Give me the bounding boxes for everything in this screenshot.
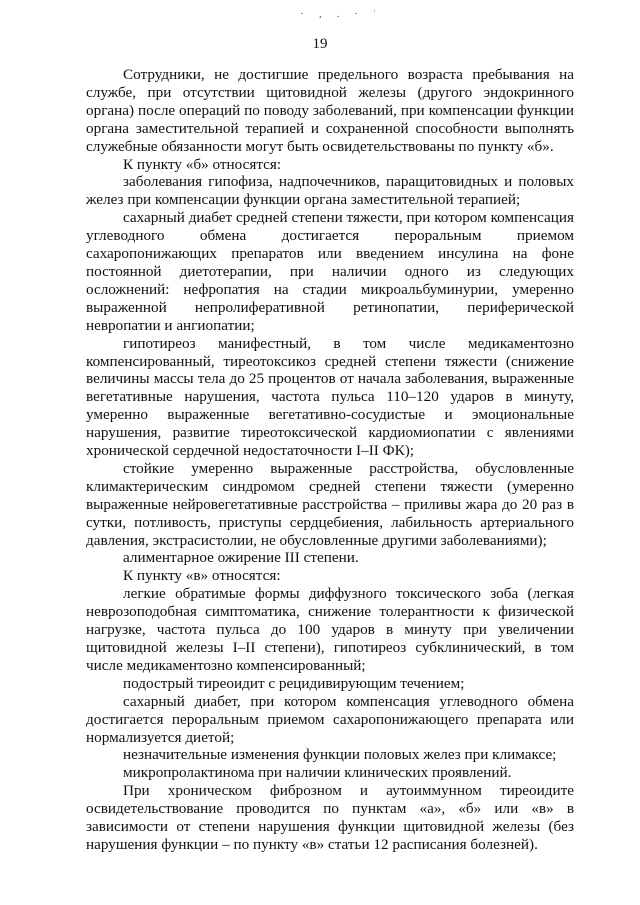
page-number: 19 <box>312 36 328 52</box>
paragraph: микропролактинома при наличии клинических проявлений. <box>123 764 512 782</box>
paragraph: легкие обратимые формы диффузного токсического зоба (легкая неврозоподобная симптоматика, снижение толерантности к физической нагрузке, частота пульса до 100 ударов в минуту при увеличении щитовидной железы I–II степени), гипотиреоз субклинический, в том числе медикаментозно компенсированный; <box>86 585 574 674</box>
paragraph: При хроническом фиброзном и аутоиммунном тиреоидите освидетельствование проводится по пунктам «а», «б» или «в» в зависимости от степени нарушения функции щитовидной железы (без нарушения функции – по пункту «в» статьи 12 расписания болезней). <box>86 782 574 853</box>
paragraph: сахарный диабет средней степени тяжести, при котором компенсация углеводного обмена достигается пероральным приемом сахаропонижающих препаратов или введением инсулина на фоне постоянной диетотерапии, при наличии одного из следующих осложнений: нефропатия на стадии микроальбуминурии, умеренно выраженной непролиферативной ретинопатии, периферической невропатии и ангиопатии; <box>86 209 574 334</box>
paragraph: незначительные изменения функции половых желез при климаксе; <box>123 746 557 764</box>
scan-marks: · ‚ . · ˈ <box>300 8 383 20</box>
paragraph: К пункту «в» относятся: <box>123 567 281 585</box>
paragraph: гипотиреоз манифестный, в том числе медикаментозно компенсированный, тиреотоксикоз средней степени тяжести (снижение величины массы тела до 25 процентов от начала заболевания, выраженные вегетативные нарушения, частота пульса 110–120 ударов в минуту, умеренно выраженные вегетативно-сосудистые и эмоциональные нарушения, развитие тиреотоксической кардиомиопатии с явлениями хронической сердечной недостаточности I–II ФК); <box>86 334 574 460</box>
document-body <box>86 66 574 854</box>
paragraph: алиментарное ожирение III степени. <box>123 549 359 567</box>
paragraph: стойкие умеренно выраженные расстройства, обусловленные климактерическим синдромом средней степени тяжести (умеренно выраженные нейровегетативные расстройства – приливы жара до 20 раз в сутки, потливость, приступы сердцебиения, лабильность артериального давления, экстрасистолии, не обусловленные другими заболеваниями); <box>86 459 574 549</box>
paragraph: Сотрудники, не достигшие предельного возраста пребывания на службе, при отсутствии щитовидной железы (другого эндокринного органа) после операций по поводу заболеваний, при компенсации функции органа заместительной терапией и сохраненной способности выполнять служебные обязанности могут быть освидетельствованы по пункту «б». <box>86 66 574 155</box>
paragraph: К пункту «б» относятся: <box>123 155 282 173</box>
paragraph: заболевания гипофиза, надпочечников, паращитовидных и половых желез при компенсации функции органа заместительной терапией; <box>86 173 574 209</box>
paragraph: сахарный диабет, при котором компенсация углеводного обмена достигается пероральным приемом сахаропонижающего препарата или нормализуется диетой; <box>86 692 574 746</box>
paragraph: подострый тиреоидит с рецидивирующим течением; <box>123 674 465 692</box>
